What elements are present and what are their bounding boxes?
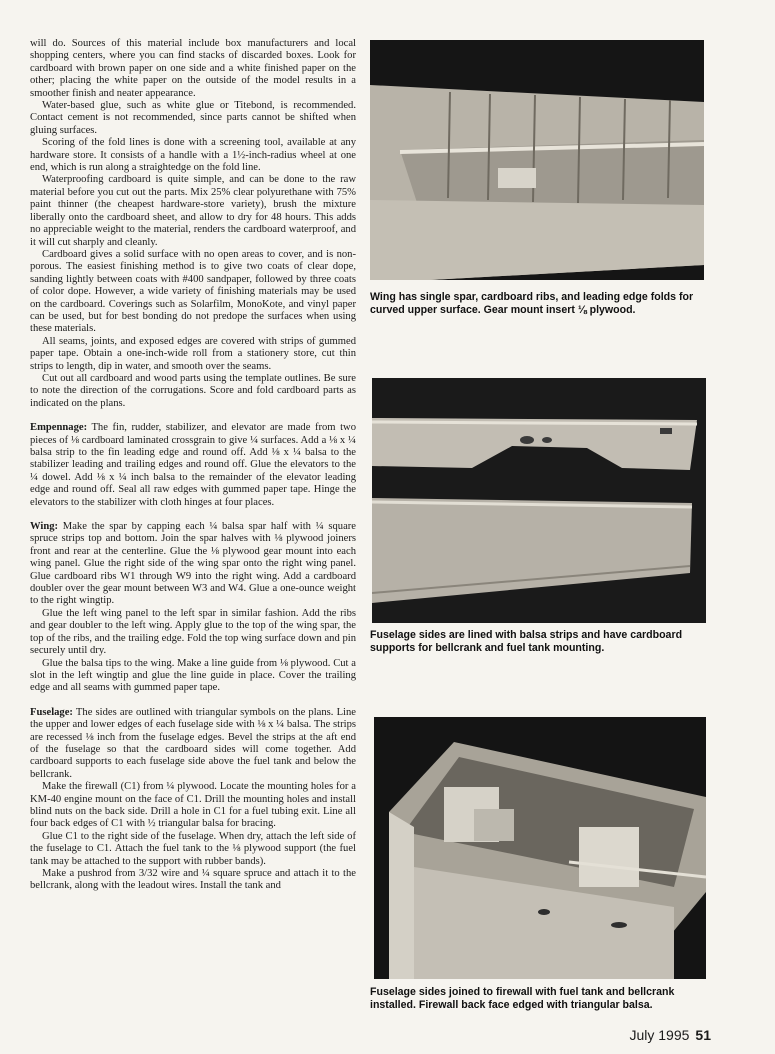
wing-photo — [370, 40, 704, 280]
wing-photo-image — [370, 40, 704, 280]
section-wing — [30, 521, 356, 608]
paragraph-scoring: Scoring of the fold lines is done with a screening tool, available at any hardware store. It consists of a handle with a 1½-inch-radius wheel at one end, which is run along a straightedge on the fold line. — [30, 137, 356, 174]
section-heading-wing: Wing: — [30, 521, 59, 533]
paragraph-wing-tips: Glue the balsa tips to the wing. Make a line guide from ⅛ plywood. Cut a slot in the left wingtip and glue the line guide in place. Cover the trailing edge and all seams with gummed paper tape. — [30, 657, 356, 694]
fuselage-sides-caption: Fuselage sides are lined with balsa strips and have cardboard supports for bellcrank and fuel tank mounting. — [370, 629, 683, 654]
paragraph-left-wing: Glue the left wing panel to the left spar in similar fashion. Add the ribs and gear doubler to the left wing. Apply glue to the top of the wing spar, the top of the ribs, and the trailing edge. Fold the top wing surface down and pin securely until dry. — [30, 607, 356, 657]
page-number: 51 — [695, 1027, 711, 1043]
issue-date: July 1995 — [629, 1027, 690, 1043]
paragraph-firewall: Make the firewall (C1) from ¼ plywood. Locate the mounting holes for a KM-40 engine mount on the face of C1. Drill the mounting holes and install blind nuts on the back side. Drill a hole in C1 for a fuel tubing exit. Line all four back edges of C1 with ½ triangular balsa for bracing. — [30, 781, 356, 830]
article-text-column — [30, 38, 356, 893]
paragraph-pushrod: Make a pushrod from 3/32 wire and ¼ square spruce and attach it to the bellcrank, along with the leadout wires. Install the tank and — [30, 868, 356, 892]
empennage-text: The fin, rudder, stabilizer, and elevator are made from two pieces of ⅛ cardboard laminated crossgrain to give ¼ surfaces. Add a ⅛ x ¼ balsa strip to the fin leading edge and round off. Add ⅛ x ¼ balsa to the stabilizer leading and trailing edges and round off. Glue the elevators to the ¼ dowel. Add ⅛ x ¼ inch balsa to the remainder of the elevator leading edge and round off. Seal all raw edges with gummed paper tape. Hinge the elevators to the stabilizer with cloth hinges at four places. — [30, 422, 356, 508]
page-footer — [629, 1027, 711, 1043]
paragraph-glue-c1: Glue C1 to the right side of the fuselage. When dry, attach the left side of the fuselage to C1. Attach the fuel tank to the ⅛ plywood support (the fuel tank may be attached to the support with rubber bands). — [30, 830, 356, 867]
paragraph-glue: Water-based glue, such as white glue or Titebond, is recommended. Contact cement is not recommended, since parts cannot be shifted when gluing surfaces. — [30, 100, 356, 136]
fuselage-sides-image — [372, 378, 706, 623]
firewall-photo-caption: Fuselage sides joined to firewall with fuel tank and bellcrank installed. Firewall back face edged with triangular balsa. — [370, 986, 675, 1011]
section-heading-empennage: Empennage: — [30, 422, 88, 434]
paragraph-sources: will do. Sources of this material include box manufacturers and local shopping centers, where you can find stacks of discarded boxes. Look for cardboard with brown paper on one side and a white finished paper on the other; placing the white paper on the outside of the model results in a smoother finish and neater appearance. — [30, 38, 356, 99]
paragraph-cutout: Cut out all cardboard and wood parts using the template outlines. Be sure to note the direction of the corrugations. Score and fold cardboard parts as indicated on the plans. — [30, 372, 356, 409]
paragraph-waterproofing: Waterproofing cardboard is quite simple, and can be done to the raw material before you cut out the parts. Mix 25% clear polyurethane with 75% paint thinner (the cheapest hardware-store variety), brush the mixture liberally onto the cardboard sheet, and allow to dry for 48 hours. This adds no appreciable weight to the material, renders the cardboard waterproof, and it will cut sharply and cleanly. — [30, 174, 356, 248]
section-empennage — [30, 422, 356, 509]
wing-text: Make the spar by capping each ¼ balsa spar half with ¼ square spruce strips top and bottom. Join the spar halves with ⅛ plywood joiners front and rear at the centerline. Glue the ⅛ plywood gear mount into each wing panel. Glue the right side of the wing spar onto the right wing panel. Glue cardboard ribs W1 through W9 into the right wing. Add a cardboard doubler over the gear mount between W3 and W4. Glue a one-ounce weight to the right wingtip. — [30, 521, 356, 607]
paragraph-seams: All seams, joints, and exposed edges are covered with strips of gummed paper tape. Obtain a one-inch-wide roll from a stationery store, cut thin strips to length, dip in water, and smooth over the seams. — [30, 335, 356, 372]
paragraph-finishing: Cardboard gives a solid surface with no open areas to cover, and is non-porous. The easiest finishing method is to give two coats of clear dope, sanding lightly between coats with #400 sandpaper, followed by three coats of color dope. However, a wide variety of finishing materials may be used on the cardboard. Coverings such as Solarfilm, MonoKote, and vinyl paper can be used, but for best bonding do not predope the surfaces when using these materials. — [30, 248, 356, 335]
firewall-photo — [374, 717, 706, 979]
fuselage-text: The sides are outlined with triangular symbols on the plans. Line the upper and lower edges of each fuselage side with ⅛ x ¼ balsa. The strips are recessed ⅛ inch from the fuselage edges. Bevel the strips at the aft end of the fuselage so that the cardboard sides will come together. Add cardboard supports to each fuselage side above the fuel tank and below the bellcrank. — [30, 706, 356, 780]
firewall-image — [374, 717, 706, 979]
fuselage-sides-photo — [372, 378, 706, 623]
wing-photo-caption: Wing has single spar, cardboard ribs, and leading edge folds for curved upper surface. Gear mount insert ⅛ plywood. — [370, 291, 694, 316]
section-heading-fuselage: Fuselage: — [30, 706, 73, 718]
section-fuselage — [30, 707, 356, 781]
